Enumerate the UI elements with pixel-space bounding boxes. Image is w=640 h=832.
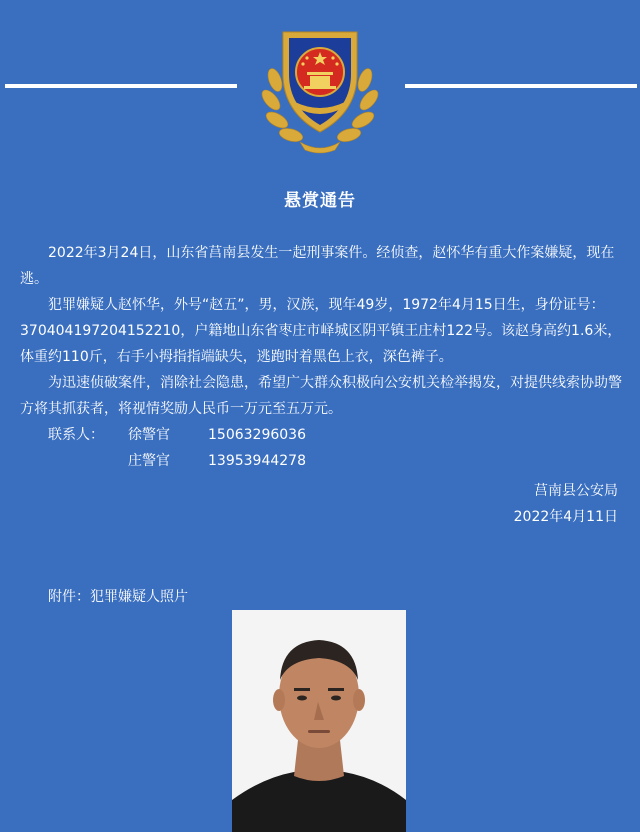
suspect-photo xyxy=(232,610,406,832)
contact-phone-2: 13953944278 xyxy=(208,453,306,469)
paragraph-reward: 为迅速侦破案件，消除社会隐患，希望广大群众积极向公安机关检举揭发，对提供线索协助警方将其抓获者，将视情奖励人民币一万元至五万元。 xyxy=(20,375,622,417)
suspect-portrait-icon xyxy=(232,610,406,832)
issue-date: 2022年4月11日 xyxy=(513,509,618,525)
notice-body xyxy=(20,240,624,530)
contact-row-2 xyxy=(20,448,624,474)
issuer: 莒南县公安局 xyxy=(534,483,618,499)
paragraph-case: 2022年3月24日，山东省莒南县发生一起刑事案件。经侦查，赵怀华有重大作案嫌疑，现在逃。 xyxy=(20,245,615,287)
notice-title: 悬赏通告 xyxy=(284,191,356,211)
contact-phone-1: 15063296036 xyxy=(208,427,306,443)
contact-label: 联系人： xyxy=(48,427,104,443)
attachment-label: 附件：犯罪嫌疑人照片 xyxy=(48,589,188,605)
police-emblem-icon xyxy=(255,14,385,154)
contact-name-2: 庄警官 xyxy=(128,453,170,469)
contact-row-1 xyxy=(20,422,624,448)
contact-name-1: 徐警官 xyxy=(128,427,170,443)
paragraph-suspect: 犯罪嫌疑人赵怀华，外号“赵五”，男，汉族，现年49岁，1972年4月15日生，身份证号：370404197204152210，户籍地山东省枣庄市峄城区阴平镇王庄村122号。该赵身高约1.6米，体重约110斤，右手小拇指指端缺失，逃跑时着黑色上衣，深色裤子。 xyxy=(20,297,622,365)
header-rule-right xyxy=(405,84,637,88)
header-rule-left xyxy=(5,84,237,88)
